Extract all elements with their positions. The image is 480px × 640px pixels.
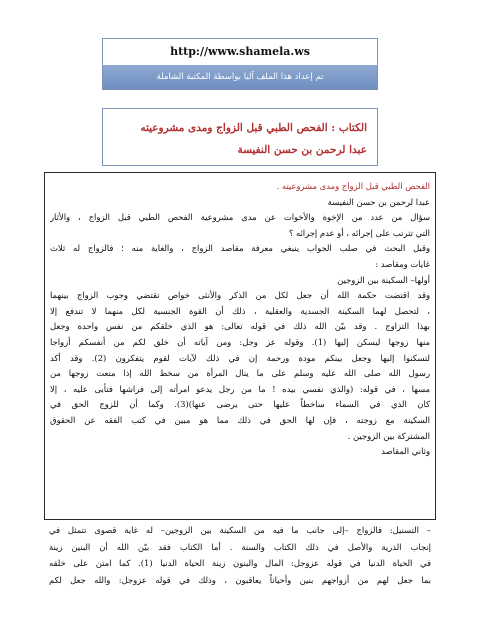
continued-text [44, 522, 436, 622]
text-line: أولها– السكينة بين الزوجين [337, 274, 430, 285]
text-line: غايات ومقاصد : [375, 258, 430, 269]
text-line: في الحياة الدنيا في قوله عزوجل: المال والبنون زينة الحياة الدنيا (1). كما امتن على خلقه [49, 558, 431, 568]
book-title: الكتاب : الفحص الطبي قبل الزواج ومدى مشروعيته [140, 122, 367, 134]
text-line: إنجاب الذرية والأصل في ذلك الكتاب والسنة . أما الكتاب فقد بيّن الله أن البنين زينة [49, 541, 431, 552]
text-line: ، لتحصل لهما السكينة الجسدية والعقلية ، ذلك أن القوة الجنسية لكل منهما لا تندفع إلا [50, 305, 430, 316]
text-line: سؤال من عدد من الإخوة والأخوات عن مدى مشروعية الفحص الطبي قبل الزواج ، والأثار [50, 212, 430, 223]
text-line: منها زوجها ليسكن إليها (1). وقوله عز وجل: ومن آياته أن خلق لكم من أنفسكم أزواجا [50, 336, 430, 347]
text-line: وثاني المقاصد [381, 446, 430, 457]
generation-banner: تم إعداد هذا الملف آليا بواسطة المكتبة الشاملة [103, 65, 377, 89]
text-line: لتسكنوا إليها وجعل بينكم مودة ورحمة إن في ذلك لآيات لقوم يتفكرون (2). وقد أكد [50, 352, 430, 363]
website-url[interactable]: http://www.shamela.ws [170, 45, 310, 58]
text-line: رسول الله صلى الله عليه وسلم على ما ينال المرأة من سخط الله إذا منعت زوجها من [50, 368, 430, 379]
text-line: وقد اقتضت حكمة الله أن جعل لكل من الذكر والأنثى خواص تقتضي وجوب الزواج بينهما [50, 290, 430, 301]
text-line: المشتركة بين الزوجين . [347, 430, 430, 441]
text-line: – التسنيل: فالزواج –إلى جانب ما فيه من السكينة بين الزوجين– له غاية قصوى تتمثل في [49, 525, 431, 535]
main-text-frame [44, 172, 436, 520]
text-line: كان الذي في السماء ساخطاً عليها حتى يرضى عنها)(3). وكما أن للزوج الحق في [50, 399, 430, 410]
book-title-box [102, 108, 378, 166]
text-line: وقبل البحث في صلب الجواب ينبغي معرفة مقاصد الزواج ، والغاية منه ؛ فالزواج له ثلاث [50, 243, 430, 254]
text-line: التي تترتب على إجرائه ، أو عدم إجرائه ؟ [288, 227, 430, 238]
text-line: السكينة مع زوجته ، فإن لها الحق في ذلك مما هو مبين في كتب الفقه عن الحقوق [50, 414, 430, 425]
book-author: عبدا لرحمن بن حسن النفيسة [237, 144, 367, 156]
text-line: بهذا التزاوج . وقد بيّن الله ذلك في قوله تعالى: هو الذي خلقكم من نفس واحدة وجعل [50, 321, 430, 332]
text-line: مسها ، في قوله: (والذي نفسي بيده ! ما من رجل يدعو امرأته إلى فراشها فتأبى عليه ، إلا [50, 383, 430, 394]
text-line: الفحص الطبي قبل الزواج ومدى مشروعيته . [276, 181, 430, 191]
text-line: عبدا لرحمن بن حسن النفيسة [327, 196, 430, 207]
text-line: بما جعل لهم من أزواجهم بنين وأحياناً يعاقبون ، وذلك في قوله عزوجل: والله جعل لكم [49, 574, 431, 585]
shamela-header [102, 38, 378, 90]
